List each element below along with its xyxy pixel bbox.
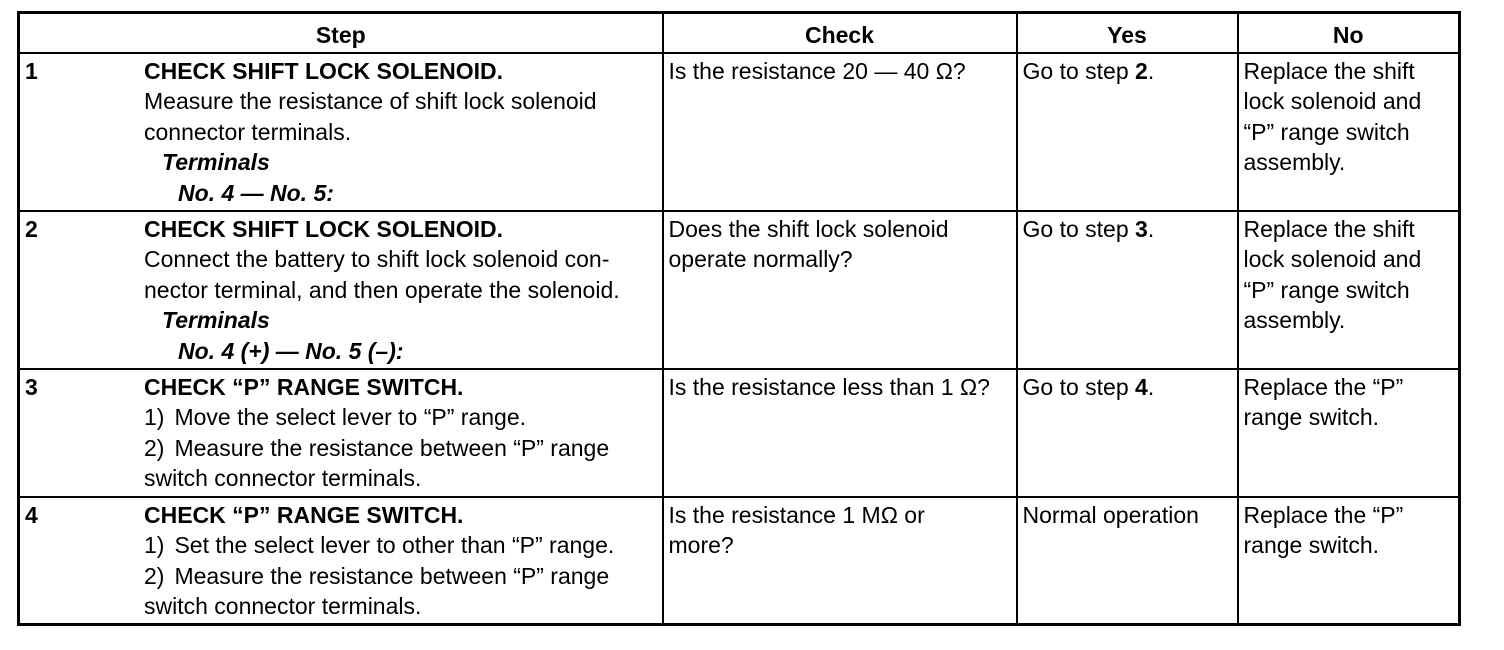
- step-number: 3: [25, 373, 38, 400]
- table-row: [19, 497, 1460, 625]
- yes-cell: [1017, 211, 1238, 369]
- yes-step-number: 2: [1135, 57, 1148, 84]
- item-number: 1): [144, 532, 165, 558]
- check-text-line: operate normally?: [668, 246, 853, 272]
- item-text: Measure the resistance between “P” range: [174, 562, 610, 589]
- yes-suffix: .: [1147, 57, 1155, 84]
- item-number: 2): [144, 434, 165, 461]
- step-list-item: [144, 530, 656, 561]
- check-cell: [663, 369, 1017, 497]
- no-cell: [1238, 497, 1460, 625]
- yes-prefix: Go to step: [1022, 215, 1136, 242]
- step-title: CHECK SHIFT LOCK SOLENOID.: [144, 215, 504, 242]
- step-number: 4: [25, 501, 38, 528]
- no-text-line: “P” range switch: [1243, 118, 1410, 145]
- step-text-line: Connect the battery to shift lock solenoid con-: [144, 246, 610, 272]
- check-text-line: Is the resistance 20 — 40 Ω?: [668, 57, 966, 84]
- step-text-line: switch connector terminals.: [144, 465, 422, 491]
- terminals-label: Terminals: [162, 149, 270, 175]
- yes-prefix: Go to step: [1022, 57, 1136, 84]
- header-yes: Yes: [1017, 13, 1238, 53]
- no-cell: [1238, 211, 1460, 369]
- step-cell: [19, 53, 663, 211]
- check-cell: [663, 497, 1017, 625]
- step-cell: [19, 211, 663, 369]
- header-step: Step: [19, 13, 663, 53]
- no-text-line: assembly.: [1243, 149, 1346, 175]
- step-text-line: connector terminals.: [144, 118, 352, 145]
- header-no: No: [1238, 13, 1460, 53]
- item-text: Set the select lever to other than “P” range.: [174, 532, 615, 558]
- yes-step-number: 4: [1135, 373, 1148, 400]
- no-text-line: lock solenoid and: [1243, 88, 1422, 114]
- yes-cell: [1017, 369, 1238, 497]
- header-row: [19, 13, 1460, 53]
- yes-prefix: Go to step: [1022, 373, 1136, 400]
- step-title: CHECK SHIFT LOCK SOLENOID.: [144, 57, 504, 84]
- no-text-line: assembly.: [1243, 307, 1346, 333]
- no-cell: [1238, 369, 1460, 497]
- no-cell: [1238, 53, 1460, 211]
- table-row: [19, 53, 1460, 211]
- step-list-item: [144, 561, 656, 592]
- step-list-item: [144, 402, 656, 433]
- terminals-value: No. 4 — No. 5:: [178, 179, 334, 206]
- item-text: Measure the resistance between “P” range: [174, 434, 610, 461]
- yes-cell: [1017, 497, 1238, 625]
- table-row: [19, 369, 1460, 497]
- step-number: 2: [25, 215, 38, 242]
- yes-suffix: .: [1147, 373, 1155, 400]
- check-cell: [663, 53, 1017, 211]
- terminals-value: No. 4 (+) — No. 5 (–):: [178, 337, 404, 364]
- yes-text: Normal operation: [1022, 501, 1199, 528]
- step-list-item: [144, 433, 656, 464]
- step-text-line: nector terminal, and then operate the solenoid.: [144, 276, 620, 303]
- step-text-line: switch connector terminals.: [144, 593, 422, 619]
- no-text-line: “P” range switch: [1243, 276, 1410, 303]
- step-cell: [19, 369, 663, 497]
- step-text-line: Measure the resistance of shift lock solenoid: [144, 88, 597, 114]
- no-text-line: lock solenoid and: [1243, 246, 1422, 272]
- no-text-line: Replace the “P”: [1243, 373, 1404, 400]
- yes-cell: [1017, 53, 1238, 211]
- check-text-line: Does the shift lock solenoid: [668, 215, 949, 242]
- check-text-line: Is the resistance less than 1 Ω?: [668, 373, 990, 400]
- item-text: Move the select lever to “P” range.: [174, 404, 527, 430]
- yes-step-number: 3: [1135, 215, 1148, 242]
- step-title: CHECK “P” RANGE SWITCH.: [144, 373, 464, 400]
- no-text-line: Replace the “P”: [1243, 501, 1404, 528]
- item-number: 2): [144, 562, 165, 589]
- step-cell: [19, 497, 663, 625]
- diagnostic-table: [17, 11, 1461, 626]
- yes-suffix: .: [1147, 215, 1155, 242]
- no-text-line: Replace the shift: [1243, 215, 1415, 242]
- no-text-line: Replace the shift: [1243, 57, 1415, 84]
- check-text-line: more?: [668, 532, 734, 558]
- no-text-line: range switch.: [1243, 532, 1380, 558]
- table-row: [19, 211, 1460, 369]
- item-number: 1): [144, 404, 165, 430]
- step-number: 1: [25, 57, 38, 84]
- no-text-line: range switch.: [1243, 404, 1380, 430]
- check-cell: [663, 211, 1017, 369]
- header-check: Check: [663, 13, 1017, 53]
- step-title: CHECK “P” RANGE SWITCH.: [144, 501, 464, 528]
- check-text-line: Is the resistance 1 MΩ or: [668, 501, 925, 528]
- terminals-label: Terminals: [162, 307, 270, 333]
